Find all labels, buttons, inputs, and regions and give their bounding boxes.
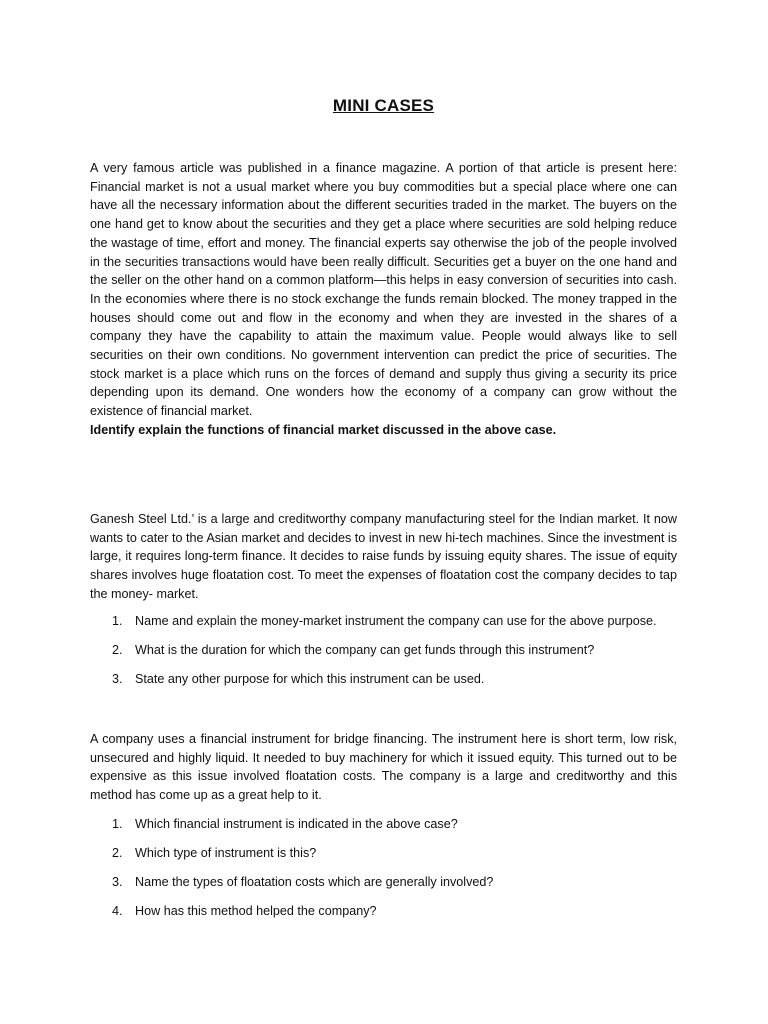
list-item-number: 3. bbox=[112, 875, 123, 890]
list-item-number: 1. bbox=[112, 614, 123, 628]
list-item bbox=[90, 612, 677, 631]
list-item bbox=[90, 844, 677, 863]
list-item-text: State any other purpose for which this instrument can be used. bbox=[135, 672, 485, 687]
list-item bbox=[90, 641, 677, 660]
case-1-paragraph: A very famous article was published in a finance magazine. A portion of that article is present here: Financial market is not a usual market where you buy commodities but a special place where one can have all the necessary information about the different securities traded in the market. The buyers on the one hand get to know about the securities and they get a place where securities are sold helping reduce the wastage of time, effort and money. The financial experts say otherwise the job of the people involved in the securities transactions would have been really difficult. Securities get a buyer on the one hand and the seller on the other hand on a common platform—this helps in easy conversion of securities into cash. In the economies where there is no stock exchange the funds remain blocked. The money trapped in the houses should come out and flow in the economy and when they are invested in the shares of a company they have the capability to attain the maximum value. People would always like to sell securities on their own conditions. No government intervention can predict the price of securities. The stock market is a place which runs on the forces of demand and supply thus giving a security its price depending upon its demand. One wonders how the economy of a company can grow without the existence of financial market. bbox=[90, 161, 677, 419]
case-2-paragraph: Ganesh Steel Ltd.’ is a large and creditworthy company manufacturing steel for the Indian market. It now wants to cater to the Asian market and decides to invest in new hi-tech machines. Since the investment is large, it requires long-term finance. It decides to raise funds by issuing equity shares. The issue of equity shares involves huge floatation cost. To meet the expenses of floatation cost the company decides to tap the money- market. bbox=[90, 512, 677, 601]
list-item-text: Which financial instrument is indicated in the above case? bbox=[135, 817, 458, 831]
case-3-paragraph: A company uses a financial instrument for bridge financing. The instrument here is short term, low risk, unsecured and highly liquid. It needed to buy machinery for which it issued equity. This turned out to be expensive as this issue involved floatation costs. The company is a large and creditworthy and this method has come up as a great help to it. bbox=[90, 732, 677, 803]
list-item-number: 3. bbox=[112, 672, 123, 687]
list-item bbox=[90, 815, 677, 834]
list-item-text: Name the types of floatation costs which are generally involved? bbox=[135, 875, 494, 890]
list-item-number: 1. bbox=[112, 817, 123, 831]
list-item-number: 2. bbox=[112, 643, 123, 658]
case-2 bbox=[90, 510, 677, 604]
list-item bbox=[90, 902, 677, 921]
case-1 bbox=[90, 159, 677, 440]
list-item-text: Which type of instrument is this? bbox=[135, 846, 317, 861]
list-item-text: How has this method helped the company? bbox=[135, 904, 377, 919]
page-title: MINI CASES bbox=[332, 96, 435, 115]
case-2-question-list bbox=[90, 612, 677, 699]
list-item bbox=[90, 873, 677, 892]
case-3 bbox=[90, 730, 677, 805]
case-3-question-list bbox=[90, 815, 677, 931]
list-item-number: 2. bbox=[112, 846, 123, 861]
list-item-text: What is the duration for which the company can get funds through this instrument? bbox=[135, 643, 595, 658]
list-item-text: Name and explain the money-market instrument the company can use for the above purpose. bbox=[135, 614, 657, 628]
list-item bbox=[90, 670, 677, 689]
case-1-question: Identify explain the functions of financial market discussed in the above case. bbox=[90, 422, 557, 437]
list-item-number: 4. bbox=[112, 904, 123, 919]
